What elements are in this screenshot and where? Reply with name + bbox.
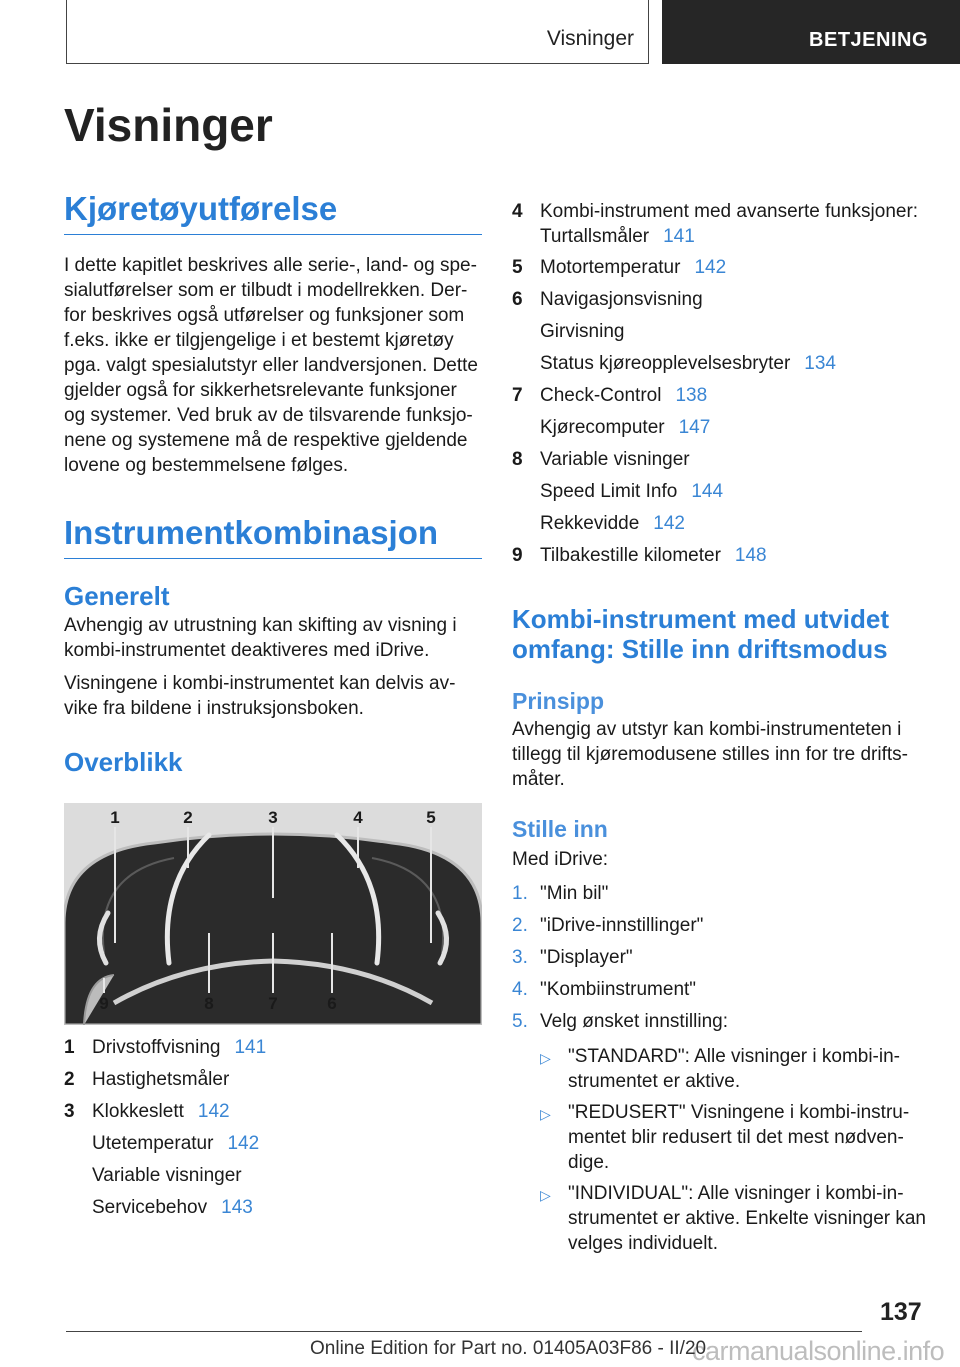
- setup-step: 5. Velg ønsket innstilling:: [512, 1011, 728, 1032]
- legend-item: Rekkevidde 142: [540, 513, 685, 534]
- legend-item: Kjørecomputer 147: [540, 417, 711, 438]
- callout-2: 2: [183, 808, 193, 827]
- principle-text: Avhengig av utstyr kan kombi-instrumenteten i tillegg til kjøremodusene stilles inn for tre driftsmåter.: [512, 719, 908, 790]
- page-ref-link[interactable]: 147: [678, 417, 711, 438]
- triangle-bullet-icon: ▷: [540, 1050, 551, 1066]
- option-item: ▷ "STANDARD": Alle visninger i kombi-instrumentet er aktive.: [540, 1046, 900, 1092]
- page-ref-link[interactable]: 142: [694, 257, 727, 278]
- legend-item: 2 Hastighetsmåler: [64, 1069, 230, 1090]
- page-title: Visninger: [64, 99, 273, 151]
- setup-step: 1. "Min bil": [512, 883, 609, 904]
- legend-item: Girvisning: [540, 321, 625, 342]
- callout-9: 9: [99, 994, 109, 1013]
- watermark: carmanualsonline.info: [692, 1336, 945, 1366]
- subsection-title-overview: Overblikk: [64, 747, 183, 777]
- subsection-title-extended: Kombi-instrument med utvidet omfang: Stille inn driftsmodus: [512, 604, 890, 664]
- setup-intro: Med iDrive:: [512, 849, 609, 870]
- callout-3: 3: [268, 808, 278, 827]
- section-title-instrument: Instrumentkombinasjon: [64, 514, 482, 559]
- triangle-bullet-icon: ▷: [540, 1106, 551, 1122]
- page-ref-link[interactable]: 143: [221, 1197, 253, 1218]
- setup-step: 4. "Kombiinstrument": [512, 979, 697, 1000]
- callout-8: 8: [204, 994, 214, 1013]
- left-column: [64, 190, 482, 777]
- legend-item: 3 Klokkeslett 142: [64, 1101, 230, 1122]
- legend-item: Status kjøreopplevelsesbryter 134: [540, 353, 836, 374]
- instrument-cluster-illustration: [64, 803, 482, 1025]
- callout-4: 4: [353, 808, 363, 827]
- legend-item: 4 Kombi-instrument med avanserte funksjoner: Turtallsmåler 141: [512, 201, 919, 247]
- general-text-1: Avhengig av utrustning kan skifting av visning i kombi-instrumentet deaktiveres med iDrive.: [64, 615, 457, 661]
- page-ref-link[interactable]: 141: [234, 1037, 267, 1058]
- header-chapter-title: BETJENING: [809, 29, 928, 51]
- legend-item: 7 Check-Control 138: [512, 385, 708, 406]
- callout-1: 1: [110, 808, 120, 827]
- setup-step: 3. "Displayer": [512, 947, 633, 968]
- header-section-box: [66, 0, 649, 64]
- page-ref-link[interactable]: 134: [804, 353, 836, 374]
- legend-item: Servicebehov 143: [92, 1197, 253, 1218]
- footer-divider: [66, 1331, 862, 1332]
- triangle-bullet-icon: ▷: [540, 1187, 551, 1203]
- legend-item: 9 Tilbakestille kilometer 148: [512, 545, 767, 566]
- option-item: ▷ "REDUSERT" Visningene i kombi-instrumentet blir redusert til det mest nødvendige.: [540, 1102, 910, 1173]
- legend-item: 1 Drivstoffvisning 141: [64, 1037, 267, 1058]
- header-section-title: Visninger: [546, 27, 634, 50]
- instrument-cluster-svg: [64, 803, 482, 1025]
- legend-item: Speed Limit Info 144: [540, 481, 724, 502]
- callout-6: 6: [327, 994, 337, 1013]
- page-ref-link[interactable]: 142: [197, 1101, 230, 1122]
- legend-item: 8 Variable visninger: [512, 449, 690, 470]
- subsection-title-general: Generelt: [64, 581, 170, 611]
- callout-5: 5: [426, 808, 436, 827]
- page-ref-link[interactable]: 138: [675, 385, 708, 406]
- page-ref-link[interactable]: 144: [691, 481, 724, 502]
- page-ref-link[interactable]: 148: [734, 545, 767, 566]
- section-title-vehicle: Kjøretøyutførelse: [64, 190, 482, 235]
- edition-text: Online Edition for Part no. 01405A03F86 - II/20: [310, 1338, 707, 1359]
- legend-item: Variable visninger: [92, 1165, 242, 1186]
- setup-step: 2. "iDrive-innstillinger": [512, 915, 704, 936]
- callout-7: 7: [268, 994, 278, 1013]
- legend-item: Utetemperatur 142: [92, 1133, 260, 1154]
- right-column: [512, 196, 932, 1256]
- page-ref-link[interactable]: 142: [227, 1133, 260, 1154]
- legend-item: 6 Navigasjonsvisning: [512, 289, 703, 310]
- vehicle-text: I dette kapitlet beskrives alle serie-, land- og spesialutførelser som er tilbudt i modellrekken. Derfor beskrives også utførelser og funksjoner som f.eks. ikke er tilgjengelige i et bestemt kjøretøy pga. valgt spesialutstyr eller landversjonen. Dette gjelder også for sikkerhetsrelevante funksjoner og systemer. Ved bruk av de tilsvarende funksjonene og systemene må de respektive gjeldende lovene og bestemmelsene følges.: [64, 255, 479, 476]
- page-number: 137: [880, 1298, 922, 1326]
- page-ref-link[interactable]: 141: [663, 226, 695, 247]
- header-chapter-box: [662, 0, 960, 64]
- page-ref-link[interactable]: 142: [653, 513, 685, 534]
- legend-item: 5 Motortemperatur 142: [512, 257, 727, 278]
- general-text-2: Visningene i kombi-instrumentet kan delvis avvike fra bildene i instruksjonsboken.: [64, 673, 456, 719]
- subsection-title-setup: Stille inn: [512, 816, 608, 842]
- option-item: ▷ "INDIVIDUAL": Alle visninger i kombi-instrumentet er aktive. Enkelte visninger kan velges individuelt.: [540, 1183, 927, 1254]
- subsection-title-principle: Prinsipp: [512, 688, 605, 714]
- legend-list-left: [64, 1032, 482, 1224]
